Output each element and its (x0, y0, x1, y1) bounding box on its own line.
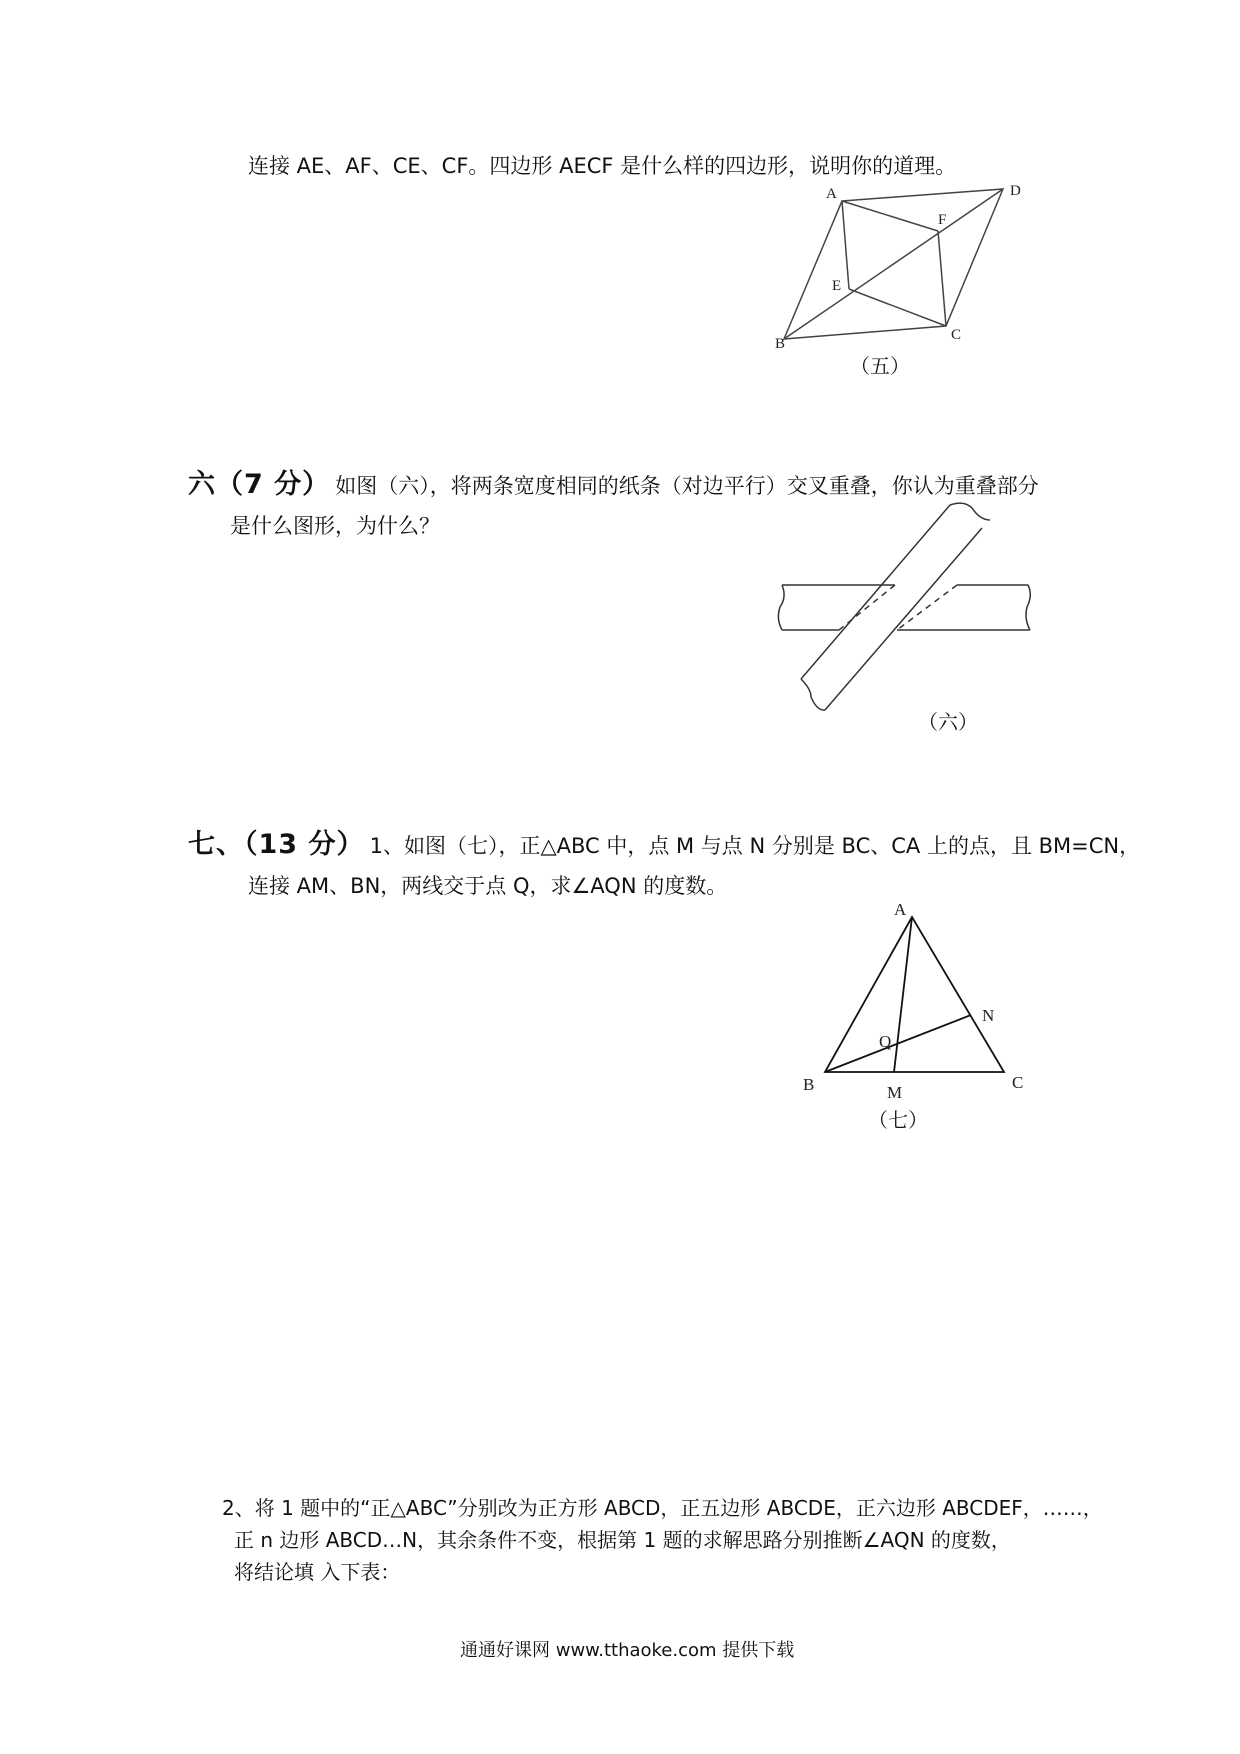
point-label-c: C (951, 327, 962, 343)
point-label-a: A (826, 186, 837, 202)
figure-5-caption: （五） (850, 354, 910, 378)
problem6-line1: 如图（六），将两条宽度相同的纸条（对边平行）交叉重叠，你认为重叠部分 (335, 474, 1039, 498)
problem6-number: 六 (188, 469, 216, 500)
problem7-line2: 连接 AM、BN，两线交于点 Q，求∠AQN 的度数。 (248, 874, 728, 898)
point-label-b: B (803, 1075, 815, 1094)
point-label-m: M (887, 1083, 903, 1102)
figure-6-caption: （六） (918, 710, 978, 734)
problem6-line2: 是什么图形，为什么？ (230, 514, 440, 538)
point-label-f: F (938, 212, 947, 228)
problem7-part2-line1: 2、将 1 题中的“正△ABC”分别改为正方形 ABCD，正五边形 ABCDE，正六边形 ABCDEF，……， (222, 1496, 1103, 1520)
problem7-line1: 1、如图（七），正△ABC 中，点 M 与点 N 分别是 BC、CA 上的点，且 BM=CN， (369, 834, 1141, 858)
problem7-part2-line3: 将结论填 入下表： (234, 1560, 401, 1584)
segment-am (894, 917, 912, 1072)
problem7-score: （13 分） (244, 829, 365, 860)
problem7-part2-line2: 正 n 边形 ABCD…N，其余条件不变，根据第 1 题的求解思路分别推断∠AQN 的度数， (234, 1528, 1011, 1552)
point-label-q: Q (879, 1032, 892, 1051)
segment-bn (825, 1015, 971, 1072)
problem7-number: 七、 (188, 829, 244, 860)
point-label-c: C (1012, 1073, 1024, 1092)
point-label-b: B (775, 336, 786, 352)
point-label-d: D (1010, 183, 1021, 199)
point-label-a: A (894, 900, 907, 919)
triangle-abc (825, 917, 1004, 1072)
problem5-text: 连接 AE、AF、CE、CF。四边形 AECF 是什么样的四边形，说明你的道理。 (248, 154, 957, 178)
page-footer: 通通好课网 www.tthaoke.com 提供下载 (460, 1640, 795, 1661)
point-label-e: E (832, 278, 842, 294)
problem6-score: （7 分） (216, 469, 331, 500)
point-label-n: N (982, 1006, 995, 1025)
figure-7-caption: （七） (868, 1108, 928, 1132)
